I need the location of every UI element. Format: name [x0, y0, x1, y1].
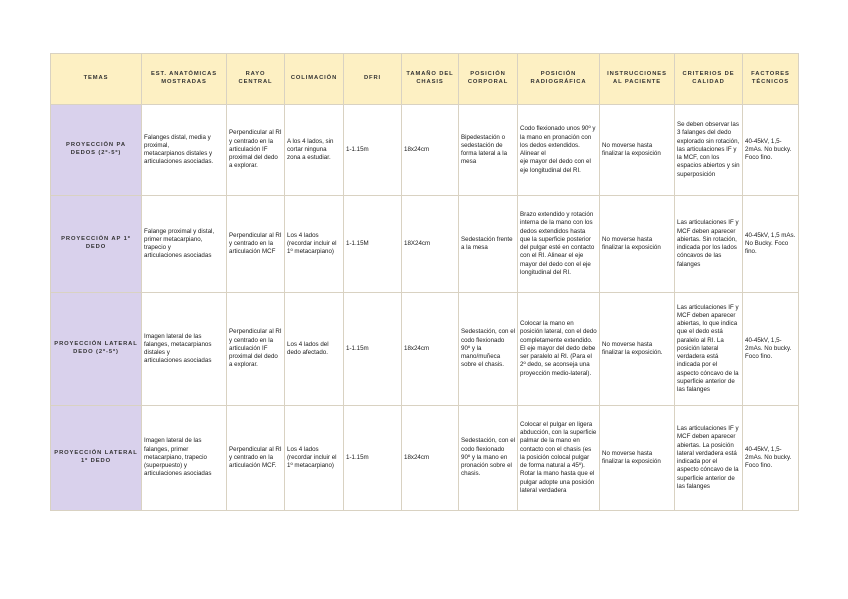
cell-factores: 40-45kV, 1,5-2mAs. No bucky. Foco fino. [743, 105, 799, 196]
header-posicion-radiografica: POSICIÓN RADIOGRÁFICA [518, 54, 600, 105]
cell-est-anatomicas: Falange proximal y distal, primer metacarpiano, trapecio y articulaciones asociadas [142, 196, 227, 293]
table-row [51, 406, 799, 511]
cell-posicion-radiografica: Colocar la mano en posición lateral, con el dedo completamente extendido. El eje mayor del dedo debe ser paralelo al RI. (Para el 2º dedo, se aconseja una proyección medio-lateral). [518, 293, 600, 406]
cell-colimacion: Los 4 lados del dedo afectado. [285, 293, 344, 406]
cell-chasis: 18X24cm [402, 196, 459, 293]
header-est-anatomicas: EST. ANATÓMICAS MOSTRADAS [142, 54, 227, 105]
row-tema: PROYECCIÓN LATERAL DEDO (2º-5º) [51, 293, 142, 406]
cell-factores: 40-45kV, 1,5 mAs. No Bucky. Foco fino. [743, 196, 799, 293]
header-posicion-corporal: POSICIÓN CORPORAL [459, 54, 518, 105]
table-row [51, 105, 799, 196]
cell-chasis: 18x24cm [402, 293, 459, 406]
cell-rayo-central: Perpendicular al RI y centrado en la articulación IF proximal del dedo a explorar. [227, 105, 285, 196]
cell-instrucciones: No moverse hasta finalizar la exposición. [600, 293, 675, 406]
header-factores-tecnicos: FACTORES TÉCNICOS [743, 54, 799, 105]
row-tema: PROYECCIÓN LATERAL 1º DEDO [51, 406, 142, 511]
cell-criterios: Se deben observar las 3 falanges del dedo explorado sin rotación, las articulaciones IF y la MCF, con los espacios abiertos y sin superposición [675, 105, 743, 196]
cell-dfri: 1-1.15m [344, 406, 402, 511]
header-row [51, 54, 799, 105]
cell-posicion-radiografica: Colocar el pulgar en ligera abducción, con la superficie palmar de la mano en contacto con el chasis (es la posición colocal pulgar de forma natural a 45º). Rotar la mano hasta que el pulgar adopte una posición lateral verdadera [518, 406, 600, 511]
cell-rayo-central: Perpendicular al RI y centrado en la articulación IF proximal del dedo a explorar. [227, 293, 285, 406]
header-temas: TEMAS [51, 54, 142, 105]
cell-criterios: Las articulaciones IF y MCF deben aparecer abiertas, lo que indica que el dedo está paralelo al RI. La posición lateral verdadera está indicada por el aspecto cóncavo de la superficie anterior de las falanges [675, 293, 743, 406]
row-tema: PROYECCIÓN AP 1º DEDO [51, 196, 142, 293]
cell-est-anatomicas: Imagen lateral de las falanges, primer metacarpiano, trapecio (superpuesto) y articulaciones asociadas [142, 406, 227, 511]
cell-instrucciones: No moverse hasta finalizar la exposición [600, 196, 675, 293]
cell-est-anatomicas: Falanges distal, media y proximal, metacarpianos distales y articulaciones asociadas. [142, 105, 227, 196]
cell-factores: 40-45kV, 1,5-2mAs. No bucky. Foco fino. [743, 293, 799, 406]
cell-posicion-corporal: Bipedestación o sedestación de forma lateral a la mesa [459, 105, 518, 196]
cell-colimacion: Los 4 lados (recordar incluir el 1º metacarpiano) [285, 406, 344, 511]
cell-posicion-radiografica: Codo flexionado unos 90º y la mano en pronación con los dedos extendidos. Alinear el eje mayor del dedo con el eje longitudinal del RI. [518, 105, 600, 196]
cell-criterios: Las articulaciones IF y MCF deben aparecer abiertas. Sin rotación, indicada por los lados cóncavos de las falanges [675, 196, 743, 293]
cell-factores: 40-45kV, 1,5-2mAs. No bucky. Foco fino. [743, 406, 799, 511]
cell-colimacion: Los 4 lados (recordar incluir el 1º metacarpiano) [285, 196, 344, 293]
cell-posicion-corporal: Sedestación, con el codo flexionado 90º y la mano en pronación sobre el chasis. [459, 406, 518, 511]
table-row [51, 293, 799, 406]
header-rayo-central: RAYO CENTRAL [227, 54, 285, 105]
cell-dfri: 1-1.15m [344, 293, 402, 406]
cell-dfri: 1-1.15M [344, 196, 402, 293]
cell-chasis: 18x24cm [402, 406, 459, 511]
table-row [51, 196, 799, 293]
cell-posicion-radiografica: Brazo extendido y rotación interna de la mano con los dedos extendidos hasta que la superficie posterior del pulgar esté en contacto con el RI. Alinear el eje mayor del dedo con el eje longitudinal del RI. [518, 196, 600, 293]
cell-posicion-corporal: Sedestación, con el codo flexionado 90º y la mano/muñeca sobre el chasis. [459, 293, 518, 406]
header-instrucciones: INSTRUCCIONES AL PACIENTE [600, 54, 675, 105]
cell-instrucciones: No moverse hasta finalizar la exposición [600, 406, 675, 511]
header-criterios-calidad: CRITERIOS DE CALIDAD [675, 54, 743, 105]
cell-posicion-corporal: Sedestación frente a la mesa [459, 196, 518, 293]
header-colimacion: COLIMACIÓN [285, 54, 344, 105]
cell-criterios: Las articulaciones IF y MCF deben aparecer abiertas. La posición lateral verdadera está indicada por el aspecto cóncavo de la superficie anterior de las falanges [675, 406, 743, 511]
radiography-table [50, 53, 799, 511]
cell-chasis: 18x24cm [402, 105, 459, 196]
cell-rayo-central: Perpendicular al RI y centrado en la articulación MCF. [227, 406, 285, 511]
header-dfri: DFRI [344, 54, 402, 105]
row-tema: PROYECCIÓN PA DEDOS (2º-5º) [51, 105, 142, 196]
cell-dfri: 1-1.15m [344, 105, 402, 196]
cell-est-anatomicas: Imagen lateral de las falanges, metacarpianos distales y articulaciones asociadas [142, 293, 227, 406]
cell-instrucciones: No moverse hasta finalizar la exposición [600, 105, 675, 196]
header-tamano-chasis: TAMAÑO DEL CHASIS [402, 54, 459, 105]
cell-colimacion: A los 4 lados, sin cortar ninguna zona a estudiar. [285, 105, 344, 196]
cell-rayo-central: Perpendicular al RI y centrado en la articulación MCF [227, 196, 285, 293]
